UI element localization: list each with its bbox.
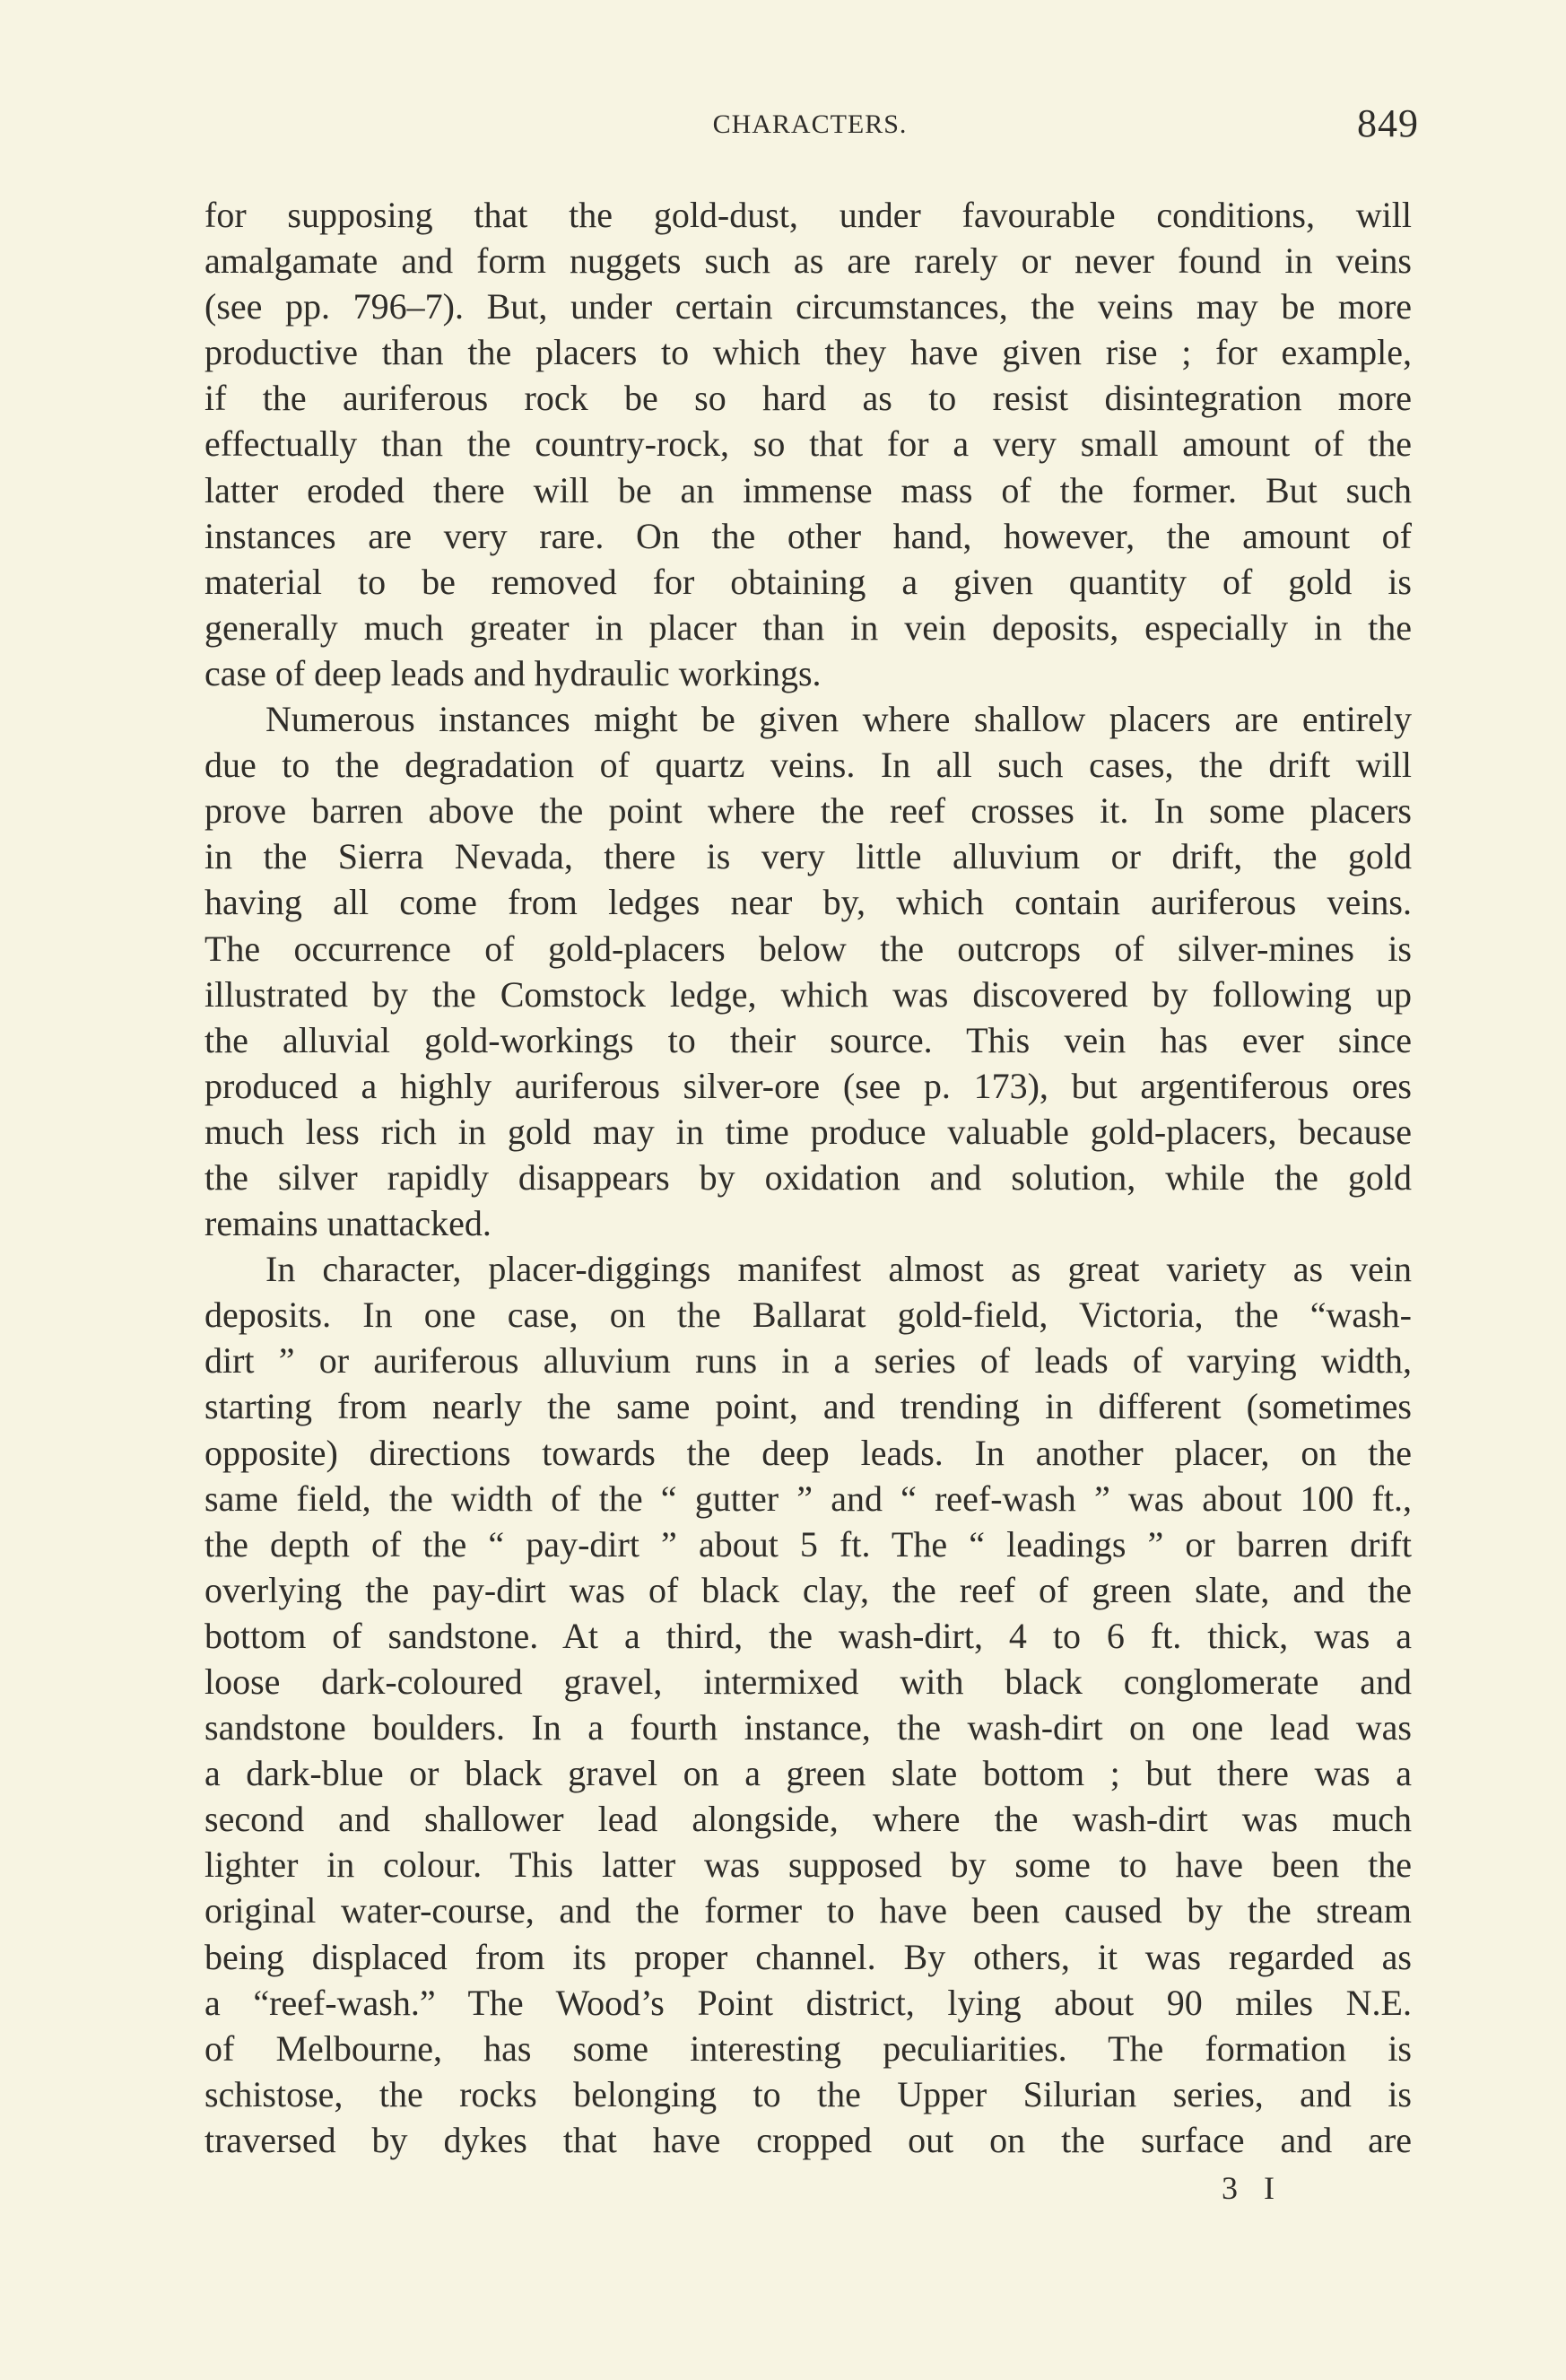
text-line: if the auriferous rock be so hard as to resist disintegration more [204,378,1412,419]
text-line: productive than the placers to which they have given rise ; for example, [204,332,1412,373]
text-line: material to be removed for obtaining a given quantity of gold is [204,561,1412,602]
text-line: the alluvial gold-workings to their source. This vein has ever since [204,1019,1412,1060]
text-line: original water-course, and the former to have been caused by the stream [204,1890,1412,1931]
text-line: amalgamate and form nuggets such as are rarely or never found in veins [204,240,1412,282]
text-line: the silver rapidly disappears by oxidation and solution, while the gold [204,1156,1412,1198]
text-line: due to the degradation of quartz veins. In all such cases, the drift will [204,745,1412,786]
text-line: The occurrence of gold-placers below the outcrops of silver-mines is [204,928,1412,969]
text-line: prove barren above the point where the reef crosses it. In some placers [204,790,1412,832]
running-head: CHARACTERS. [712,109,908,139]
text-line: a “reef-wash.” The Wood’s Point district, lying about 90 miles N.E. [204,1982,1412,2023]
text-line: traversed by dykes that have cropped out on the surface and are [204,2119,1412,2160]
text-line: loose dark-coloured gravel, intermixed with black conglomerate and [204,1661,1412,1702]
text-line: Numerous instances might be given where shallow placers are entirely [265,699,1412,740]
text-line: schistose, the rocks belonging to the Upper Silurian series, and is [204,2073,1412,2114]
text-line: being displaced from its proper channel. By others, it was regarded as [204,1936,1412,1977]
text-line: illustrated by the Comstock ledge, which was discovered by following up [204,973,1412,1015]
text-line: In character, placer-diggings manifest almost as great variety as vein [265,1249,1412,1290]
text-line: same field, the width of the “ gutter ” and “ reef-wash ” was about 100 ft., [204,1478,1412,1519]
text-line: much less rich in gold may in time produce valuable gold-placers, because [204,1111,1412,1152]
text-line: of Melbourne, has some interesting peculiarities. The formation is [204,2027,1412,2069]
text-line: latter eroded there will be an immense mass of the former. But such [204,469,1412,510]
text-line: instances are very rare. On the other hand, however, the amount of [204,515,1412,556]
text-line: in the Sierra Nevada, there is very little alluvium or drift, the gold [204,836,1412,877]
text-line: generally much greater in placer than in vein deposits, especially in the [204,606,1412,648]
text-line: lighter in colour. This latter was supposed by some to have been the [204,1844,1412,1886]
text-line: the depth of the “ pay-dirt ” about 5 ft. The “ leadings ” or barren drift [204,1523,1412,1565]
text-line: having all come from ledges near by, which contain auriferous veins. [204,882,1412,923]
signature-mark: 3 I [1222,2170,1283,2206]
text-line: deposits. In one case, on the Ballarat gold-field, Victoria, the “wash- [204,1295,1412,1336]
text-line: case of deep leads and hydraulic workings. [204,652,822,693]
text-line: produced a highly auriferous silver-ore (see p. 173), but argentiferous ores [204,1065,1412,1106]
text-line: (see pp. 796–7). But, under certain circumstances, the veins may be more [204,286,1412,327]
text-line: dirt ” or auriferous alluvium runs in a series of leads of varying width, [204,1340,1412,1382]
body-text [204,192,1412,2163]
text-line: effectually than the country-rock, so that for a very small amount of the [204,423,1412,465]
text-line: bottom of sandstone. At a third, the wash-dirt, 4 to 6 ft. thick, was a [204,1615,1412,1656]
text-line: remains unattacked. [204,1203,492,1244]
text-line: a dark-blue or black gravel on a green slate bottom ; but there was a [204,1753,1412,1794]
text-line: sandstone boulders. In a fourth instance, the wash-dirt on one lead was [204,1707,1412,1748]
text-line: opposite) directions towards the deep leads. In another placer, on the [204,1432,1412,1473]
text-line: overlying the pay-dirt was of black clay, the reef of green slate, and the [204,1569,1412,1610]
text-line: second and shallower lead alongside, where the wash-dirt was much [204,1799,1412,1840]
text-line: for supposing that the gold-dust, under favourable conditions, will [204,195,1412,235]
text-line: starting from nearly the same point, and trending in different (sometimes [204,1386,1412,1427]
page-number: 849 [1357,101,1419,145]
